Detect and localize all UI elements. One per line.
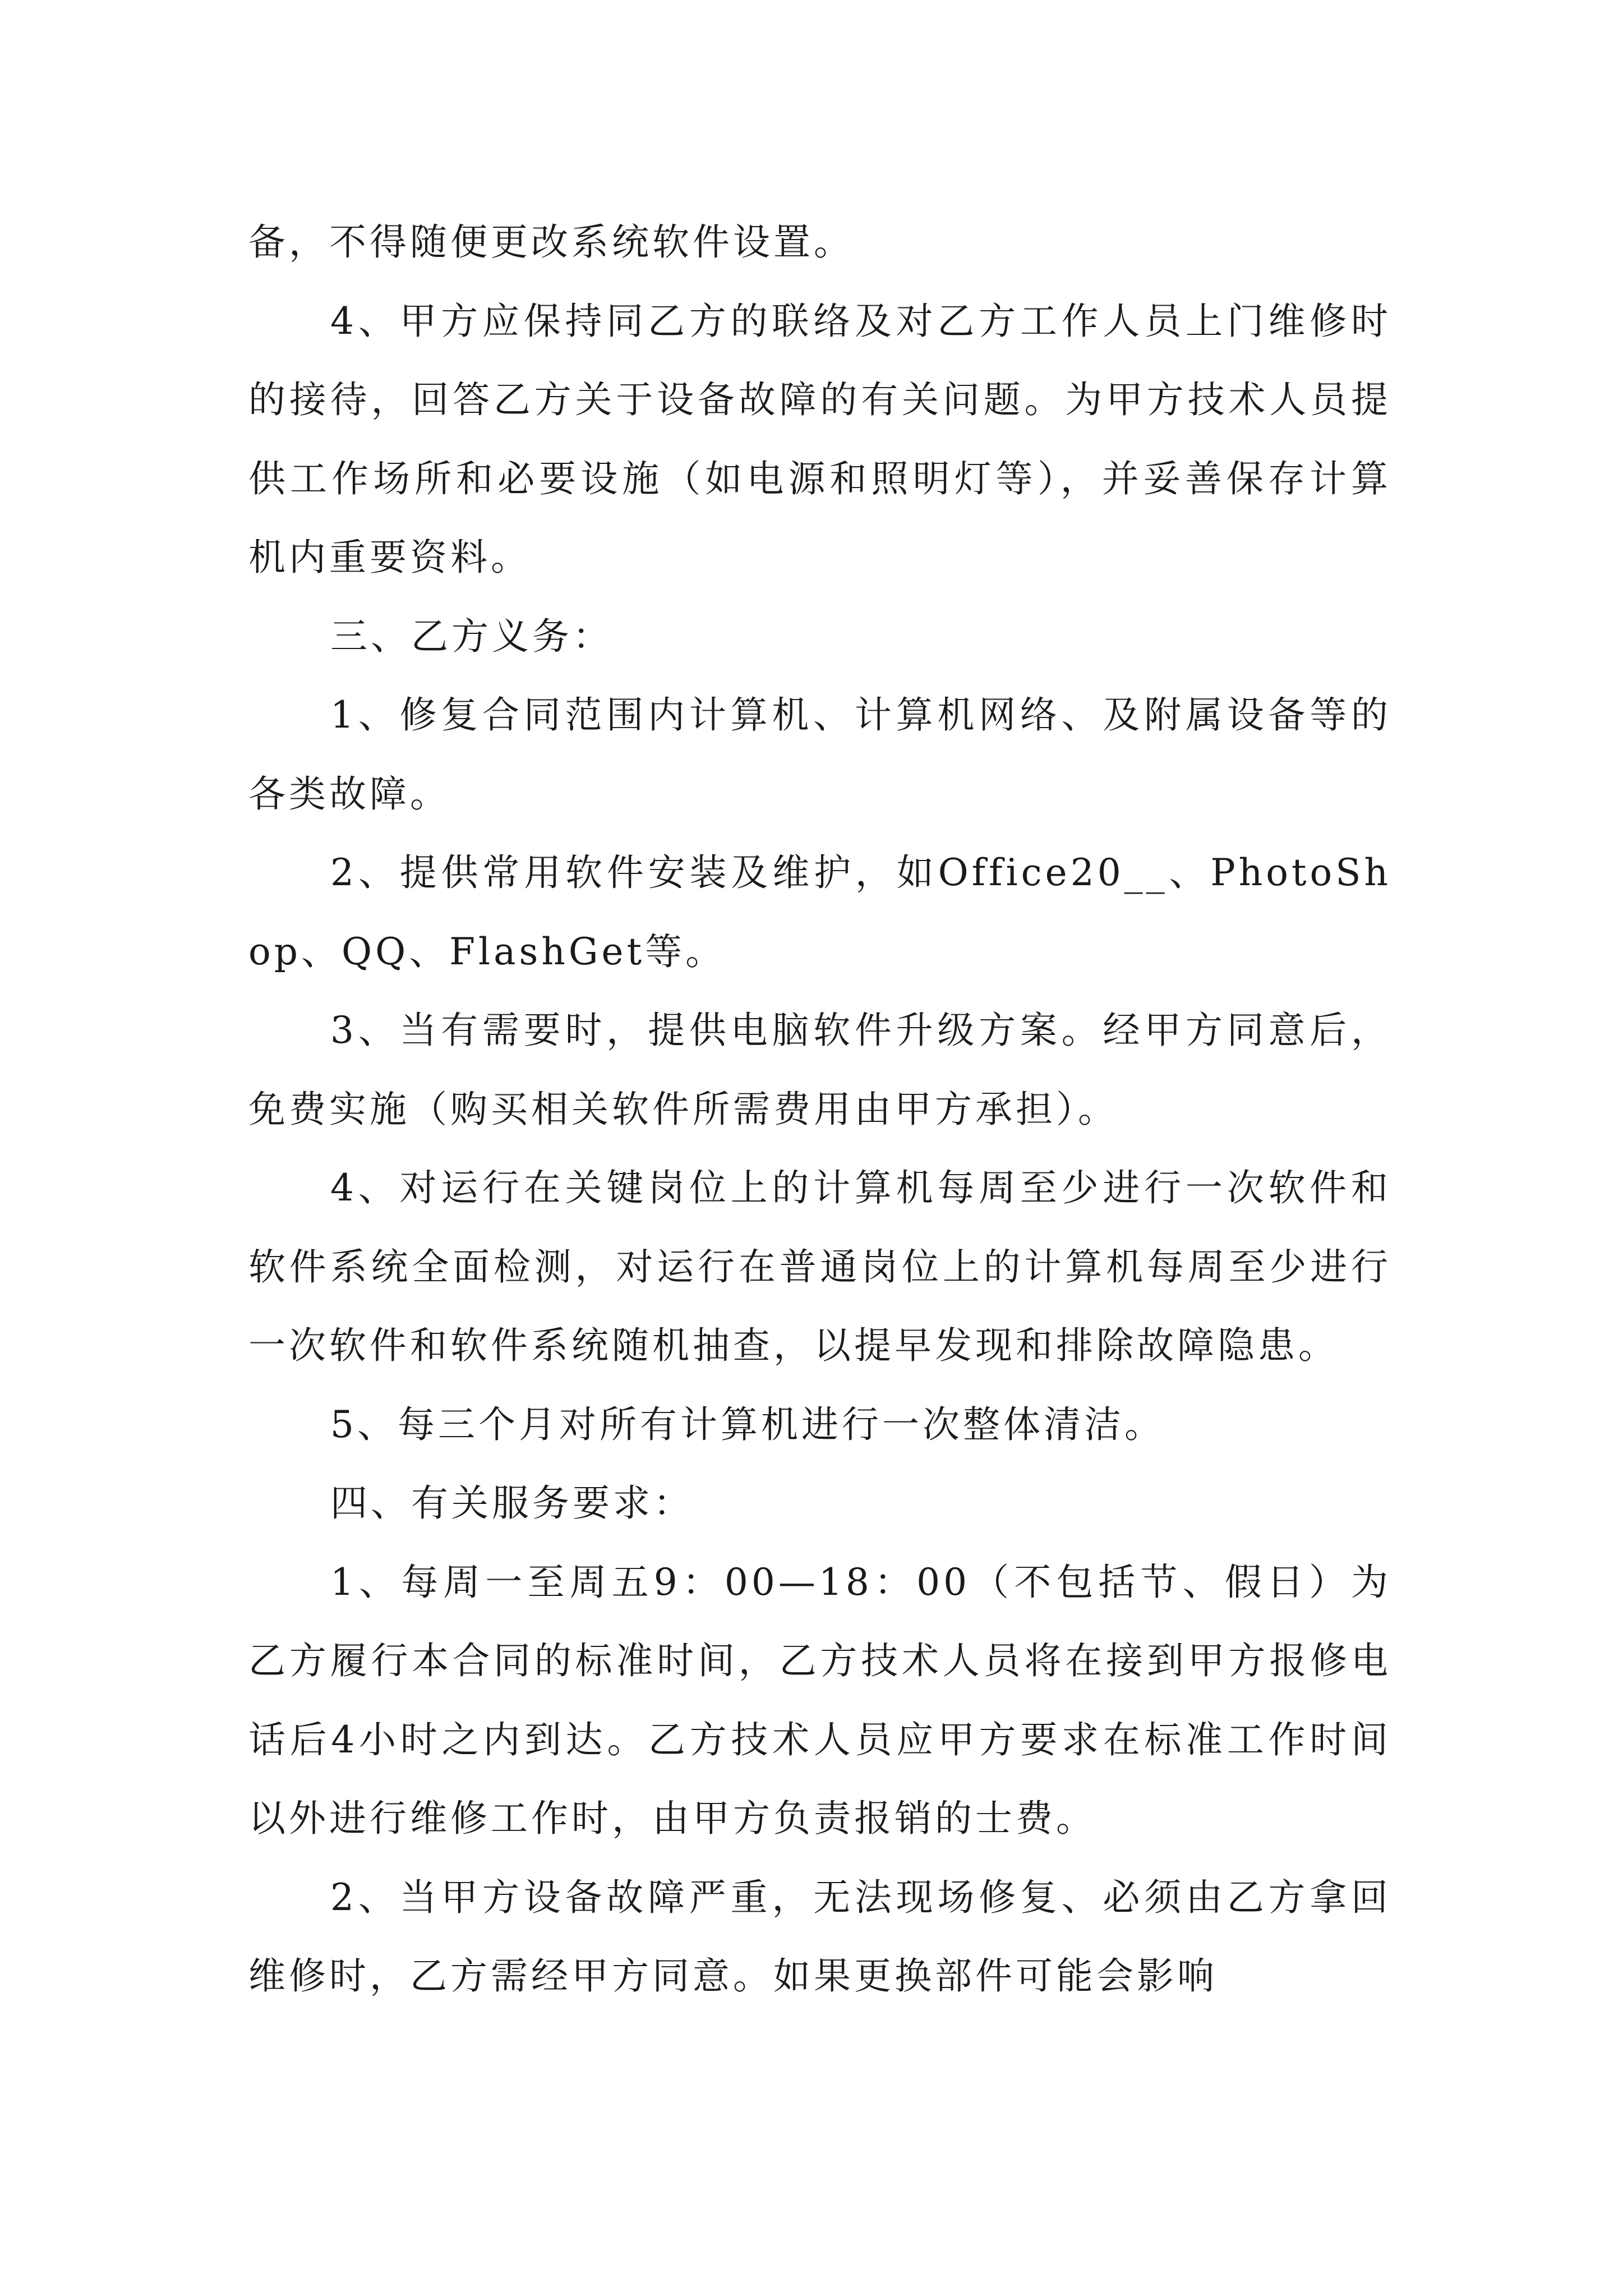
section-heading: 四、有关服务要求： — [330, 1481, 694, 1525]
paragraph: 4、甲方应保持同乙方的联络及对乙方工作人员上门维修时的接待，回答乙方关于设备故障的有关问题。为甲方技术人员提供工作场所和必要设施（如电源和照明灯等），并妥善保存计算机内重要资料。 — [248, 299, 1391, 579]
paragraph: 1、每周一至周五9：00—18：00（不包括节、假日）为乙方履行本合同的标准时间，乙方技术人员将在接到甲方报修电话后4小时之内到达。乙方技术人员应甲方要求在标准工作时间以外进行维修工作时，由甲方负责报销的士费。 — [248, 1560, 1391, 1840]
section-heading: 三、乙方义务： — [330, 614, 613, 658]
paragraph: 3、当有需要时，提供电脑软件升级方案。经甲方同意后，免费实施（购买相关软件所需费用由甲方承担）。 — [248, 1009, 1391, 1131]
paragraph: 2、提供常用软件安装及维护，如Office20__、PhotoShop、QQ、FlashGet等。 — [248, 851, 1391, 973]
paragraph: 2、当甲方设备故障严重，无法现场修复、必须由乙方拿回维修时，乙方需经甲方同意。如果更换部件可能会影响 — [248, 1875, 1391, 1998]
paragraph: 4、对运行在关键岗位上的计算机每周至少进行一次软件和软件系统全面检测，对运行在普通岗位上的计算机每周至少进行一次软件和软件系统随机抽查，以提早发现和排除故障隐患。 — [248, 1166, 1391, 1367]
document-body — [248, 203, 1391, 2016]
paragraph: 1、修复合同范围内计算机、计算机网络、及附属设备等的各类故障。 — [248, 693, 1391, 816]
paragraph: 备，不得随便更改系统软件设置。 — [248, 220, 854, 264]
paragraph: 5、每三个月对所有计算机进行一次整体清洁。 — [330, 1402, 1165, 1446]
